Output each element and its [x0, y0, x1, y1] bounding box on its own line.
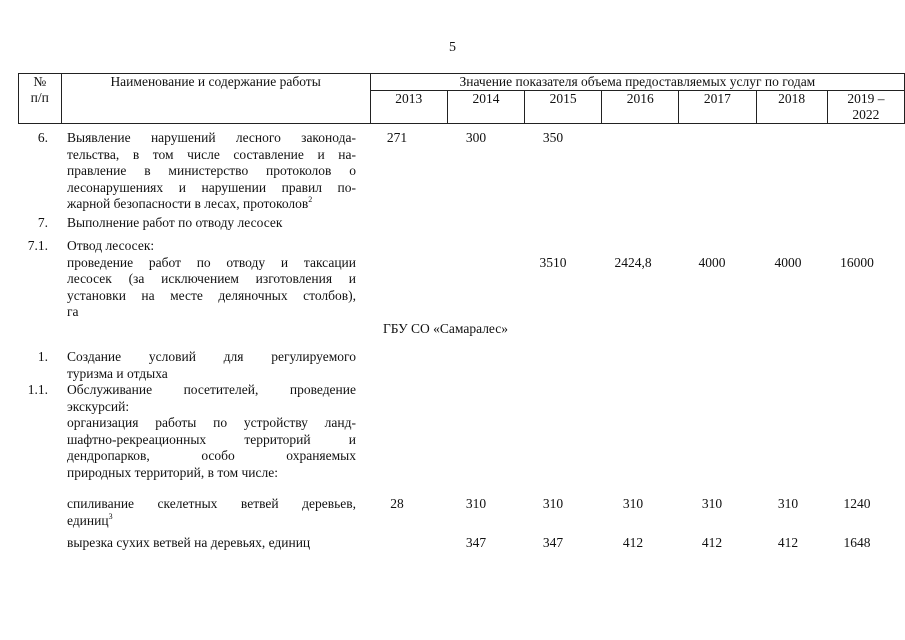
row-number: 6.	[37, 130, 48, 145]
name-line: шафтно-рекреационных территорий и	[67, 431, 356, 447]
name-line-last	[67, 513, 356, 530]
header-year-last-line1: 2019 –	[847, 91, 885, 106]
row-name	[67, 496, 356, 529]
name-line: лесонарушениях и нарушении правил по-	[67, 179, 356, 195]
name-line: Выявление нарушений лесного законода-	[67, 130, 356, 145]
row-value: 4000	[774, 255, 802, 270]
row-value: 3510	[539, 255, 567, 270]
header-year: 2014	[447, 91, 524, 124]
header-year: 2015	[525, 91, 602, 124]
header-num-line2: п/п	[30, 90, 49, 105]
name-line: единиц	[67, 512, 109, 528]
row-number: 7.	[37, 215, 48, 230]
name-line: установки на месте деляночных столбов),	[67, 287, 356, 303]
organization-title: ГБУ СО «Самаралес»	[383, 321, 509, 336]
header-year-last	[827, 91, 904, 124]
row-name	[67, 535, 356, 552]
name-line: природных территорий, в том числе:	[67, 464, 279, 480]
name-line: вырезка сухих ветвей на деревьях, единиц	[67, 535, 311, 550]
row-name	[67, 382, 356, 481]
name-line: экскурсий:	[67, 398, 130, 414]
name-line: га	[67, 304, 79, 319]
name-line: Создание условий для регулируемого	[67, 349, 356, 364]
name-line: тельства, в том числе составление и на-	[67, 146, 356, 162]
row-value: 350	[542, 130, 564, 145]
row-value: 347	[465, 535, 487, 550]
header-year: 2017	[679, 91, 756, 124]
row-value: 28	[390, 496, 404, 511]
row-name	[67, 215, 356, 232]
table-header	[18, 73, 905, 124]
name-line: проведение работ по отводу и таксации	[67, 254, 356, 270]
row-value: 1648	[843, 535, 871, 550]
name-line: Выполнение работ по отводу лесосек	[67, 215, 283, 230]
row-value: 310	[622, 496, 644, 511]
row-number: 7.1.	[27, 238, 48, 253]
name-line: лесосек (за исключением изготовления и	[67, 271, 356, 286]
page-number: 5	[449, 40, 456, 55]
row-value: 310	[777, 496, 799, 511]
header-num-cell	[19, 74, 62, 124]
footnote-mark: 3	[108, 511, 113, 521]
row-value: 412	[701, 535, 723, 550]
row-name	[67, 238, 356, 321]
header-values-cell: Значение показателя объема предоставляемых услуг по годам	[370, 74, 904, 91]
header-name-cell: Наименование и содержание работы	[61, 74, 370, 124]
header-year-last-line2: 2022	[852, 107, 880, 122]
row-number: 1.1.	[27, 382, 48, 397]
row-value: 4000	[698, 255, 726, 270]
row-number: 1.	[37, 349, 48, 364]
row-value: 300	[465, 130, 487, 145]
row-value: 2424,8	[614, 255, 652, 270]
row-value: 310	[701, 496, 723, 511]
row-value: 412	[622, 535, 644, 550]
header-year: 2013	[370, 91, 447, 124]
row-value: 16000	[840, 255, 874, 270]
name-line: Отвод лесосек:	[67, 238, 155, 253]
row-name	[67, 349, 356, 382]
row-value: 310	[465, 496, 487, 511]
name-line: спиливание скелетных ветвей деревьев,	[67, 496, 356, 511]
name-line: правление в министерство протоколов о	[67, 163, 356, 178]
name-line: организация работы по устройству ланд-	[67, 415, 356, 430]
name-line: туризма и отдыха	[67, 365, 168, 381]
row-value: 271	[386, 130, 408, 145]
row-value: 347	[542, 535, 564, 550]
header-num-line1: №	[33, 74, 47, 89]
name-line: жарной безопасности в лесах, протоколов	[67, 196, 309, 211]
header-year: 2018	[756, 91, 827, 124]
name-line: Обслуживание посетителей, проведение	[67, 382, 356, 397]
row-name	[67, 130, 356, 213]
name-line-last	[67, 196, 356, 213]
row-value: 1240	[843, 496, 871, 511]
row-value: 310	[542, 496, 564, 511]
name-line: дендропарков, особо охраняемых	[67, 448, 356, 463]
header-year: 2016	[602, 91, 679, 124]
footnote-mark: 2	[308, 195, 313, 204]
row-value: 412	[777, 535, 799, 550]
